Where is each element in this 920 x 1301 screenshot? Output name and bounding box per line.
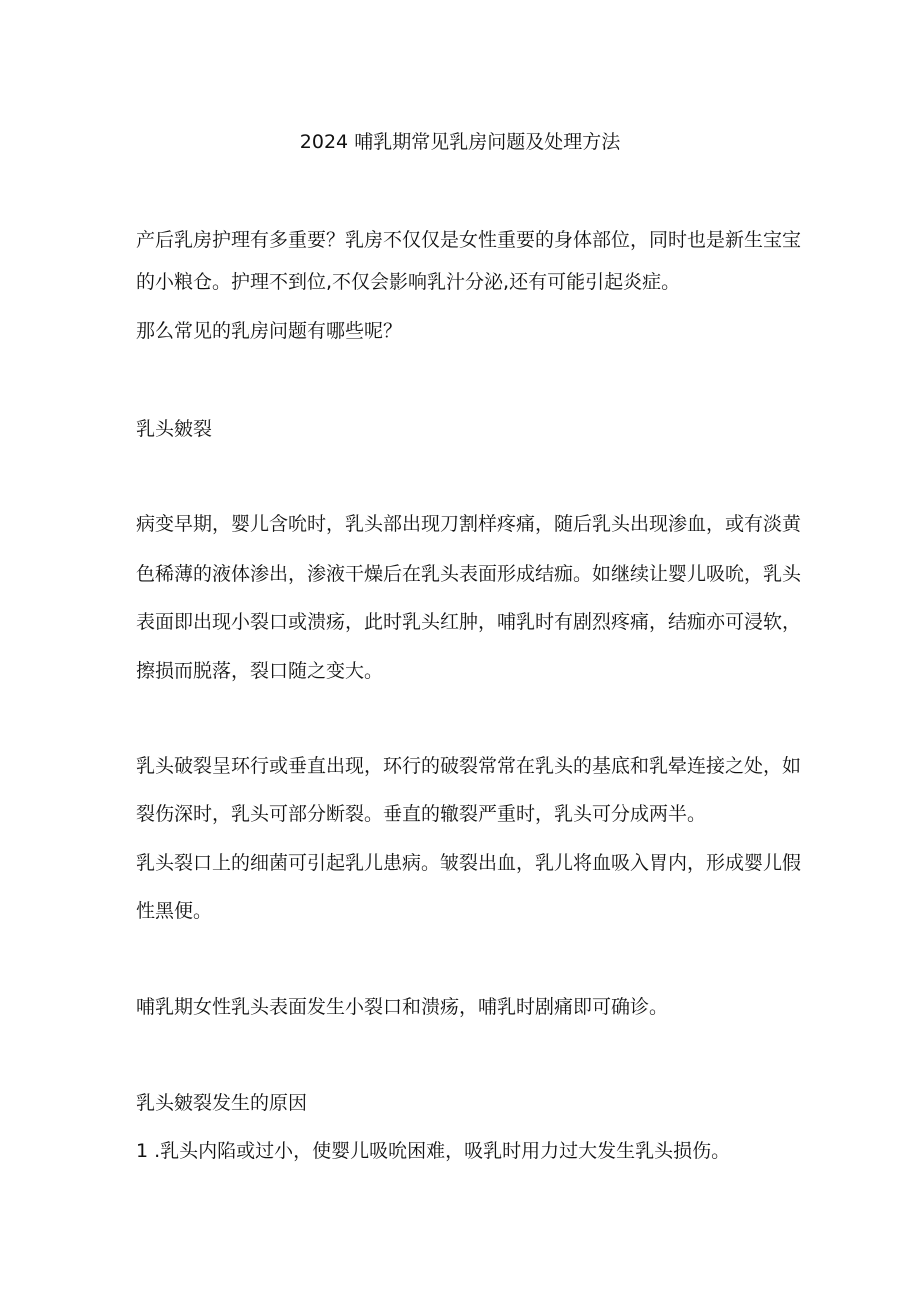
rupture-line-2: 裂伤深时，乳头可部分断裂。垂直的辙裂严重时，乳头可分成两半。 xyxy=(136,803,707,825)
symptom-line-4: 擦损而脱落，裂口随之变大。 xyxy=(136,660,384,682)
section-heading-nipple-fissure: 乳头皴裂 xyxy=(136,418,213,440)
document-title: 2024 哺乳期常见乳房问题及处理方法 xyxy=(299,131,621,153)
cause-item-1: 1 .乳头内陷或过小，使婴儿吸吮困难，吸乳时用力过大发生乳头损伤。 xyxy=(136,1140,731,1162)
intro-question: 那么常见的乳房问题有哪些呢？ xyxy=(136,320,403,342)
symptom-line-2: 色稀薄的液体渗出，渗液干燥后在乳头表面形成结痂。如继续让婴儿吸吮，乳头 xyxy=(136,563,802,585)
intro-line-1: 产后乳房护理有多重要？乳房不仅仅是女性重要的身体部位，同时也是新生宝宝 xyxy=(136,229,802,251)
symptom-line-1: 病变早期，婴儿含吮时，乳头部出现刀割样疼痛，随后乳头出现渗血，或有淡黄 xyxy=(136,513,802,535)
section-heading-causes: 乳头皴裂发生的原因 xyxy=(136,1092,308,1114)
rupture-line-1: 乳头破裂呈环行或垂直出现，环行的破裂常常在乳头的基底和乳晕连接之处，如 xyxy=(136,755,802,777)
bacteria-line-2: 性黑便。 xyxy=(136,900,213,922)
intro-line-2: 的小粮仓。护理不到位,不仅会影响乳汁分泌,还有可能引起炎症。 xyxy=(136,271,681,293)
diagnosis-line: 哺乳期女性乳头表面发生小裂口和溃疡，哺乳时剧痛即可确诊。 xyxy=(136,996,669,1018)
symptom-line-3: 表面即出现小裂口或溃疡，此时乳头红肿，哺乳时有剧烈疼痛，结痂亦可浸软， xyxy=(136,611,802,633)
bacteria-line-1: 乳头裂口上的细菌可引起乳儿患病。皱裂出血，乳儿将血吸入胃内，形成婴儿假 xyxy=(136,852,802,874)
